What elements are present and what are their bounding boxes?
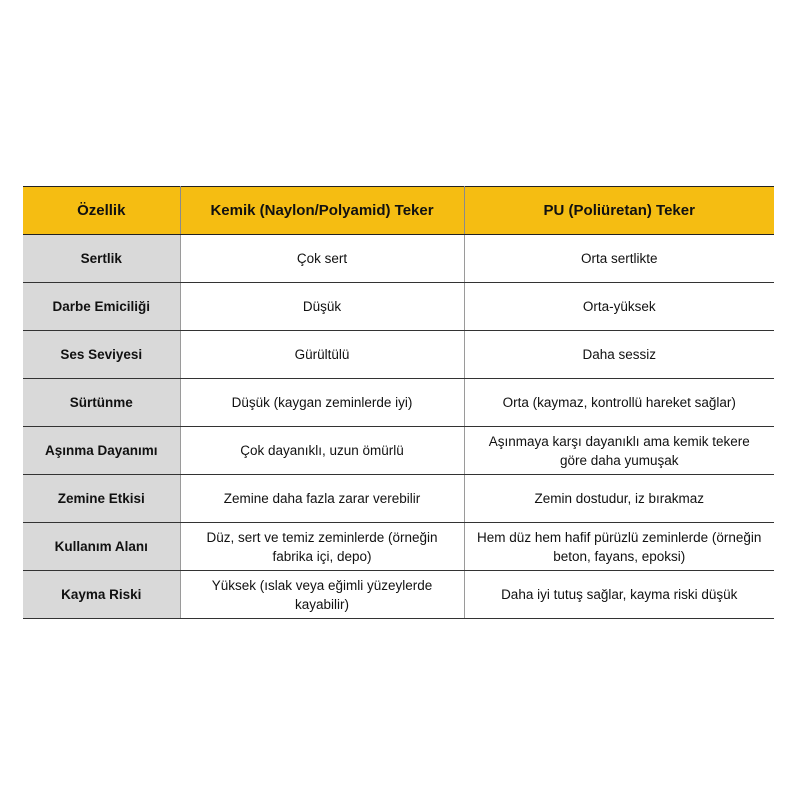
feature-cell: Darbe Emiciliği	[23, 283, 180, 331]
table-row	[23, 283, 774, 331]
table-row	[23, 331, 774, 379]
nylon-value-cell: Gürültülü	[180, 331, 464, 379]
header-feature: Özellik	[23, 187, 180, 235]
table-header	[23, 187, 774, 235]
header-nylon-wheel: Kemik (Naylon/Polyamid) Teker	[180, 187, 464, 235]
nylon-value-cell: Çok sert	[180, 235, 464, 283]
comparison-table	[23, 186, 774, 619]
pu-value-cell: Aşınmaya karşı dayanıklı ama kemik tekere göre daha yumuşak	[464, 427, 774, 475]
feature-cell: Sürtünme	[23, 379, 180, 427]
feature-cell: Sertlik	[23, 235, 180, 283]
pu-value-cell: Daha iyi tutuş sağlar, kayma riski düşük	[464, 571, 774, 619]
nylon-value-cell: Düşük	[180, 283, 464, 331]
feature-cell: Kullanım Alanı	[23, 523, 180, 571]
table-row	[23, 475, 774, 523]
pu-value-cell: Hem düz hem hafif pürüzlü zeminlerde (örneğin beton, fayans, epoksi)	[464, 523, 774, 571]
nylon-value-cell: Düz, sert ve temiz zeminlerde (örneğin fabrika içi, depo)	[180, 523, 464, 571]
pu-value-cell: Orta sertlikte	[464, 235, 774, 283]
nylon-value-cell: Çok dayanıklı, uzun ömürlü	[180, 427, 464, 475]
feature-cell: Ses Seviyesi	[23, 331, 180, 379]
table-body	[23, 235, 774, 619]
header-pu-wheel: PU (Poliüretan) Teker	[464, 187, 774, 235]
table-row	[23, 523, 774, 571]
pu-value-cell: Orta-yüksek	[464, 283, 774, 331]
table-row	[23, 379, 774, 427]
nylon-value-cell: Zemine daha fazla zarar verebilir	[180, 475, 464, 523]
header-row	[23, 187, 774, 235]
table-row	[23, 427, 774, 475]
nylon-value-cell: Yüksek (ıslak veya eğimli yüzeylerde kayabilir)	[180, 571, 464, 619]
nylon-value-cell: Düşük (kaygan zeminlerde iyi)	[180, 379, 464, 427]
pu-value-cell: Orta (kaymaz, kontrollü hareket sağlar)	[464, 379, 774, 427]
feature-cell: Zemine Etkisi	[23, 475, 180, 523]
pu-value-cell: Zemin dostudur, iz bırakmaz	[464, 475, 774, 523]
table-row	[23, 235, 774, 283]
table-row	[23, 571, 774, 619]
feature-cell: Aşınma Dayanımı	[23, 427, 180, 475]
pu-value-cell: Daha sessiz	[464, 331, 774, 379]
feature-cell: Kayma Riski	[23, 571, 180, 619]
